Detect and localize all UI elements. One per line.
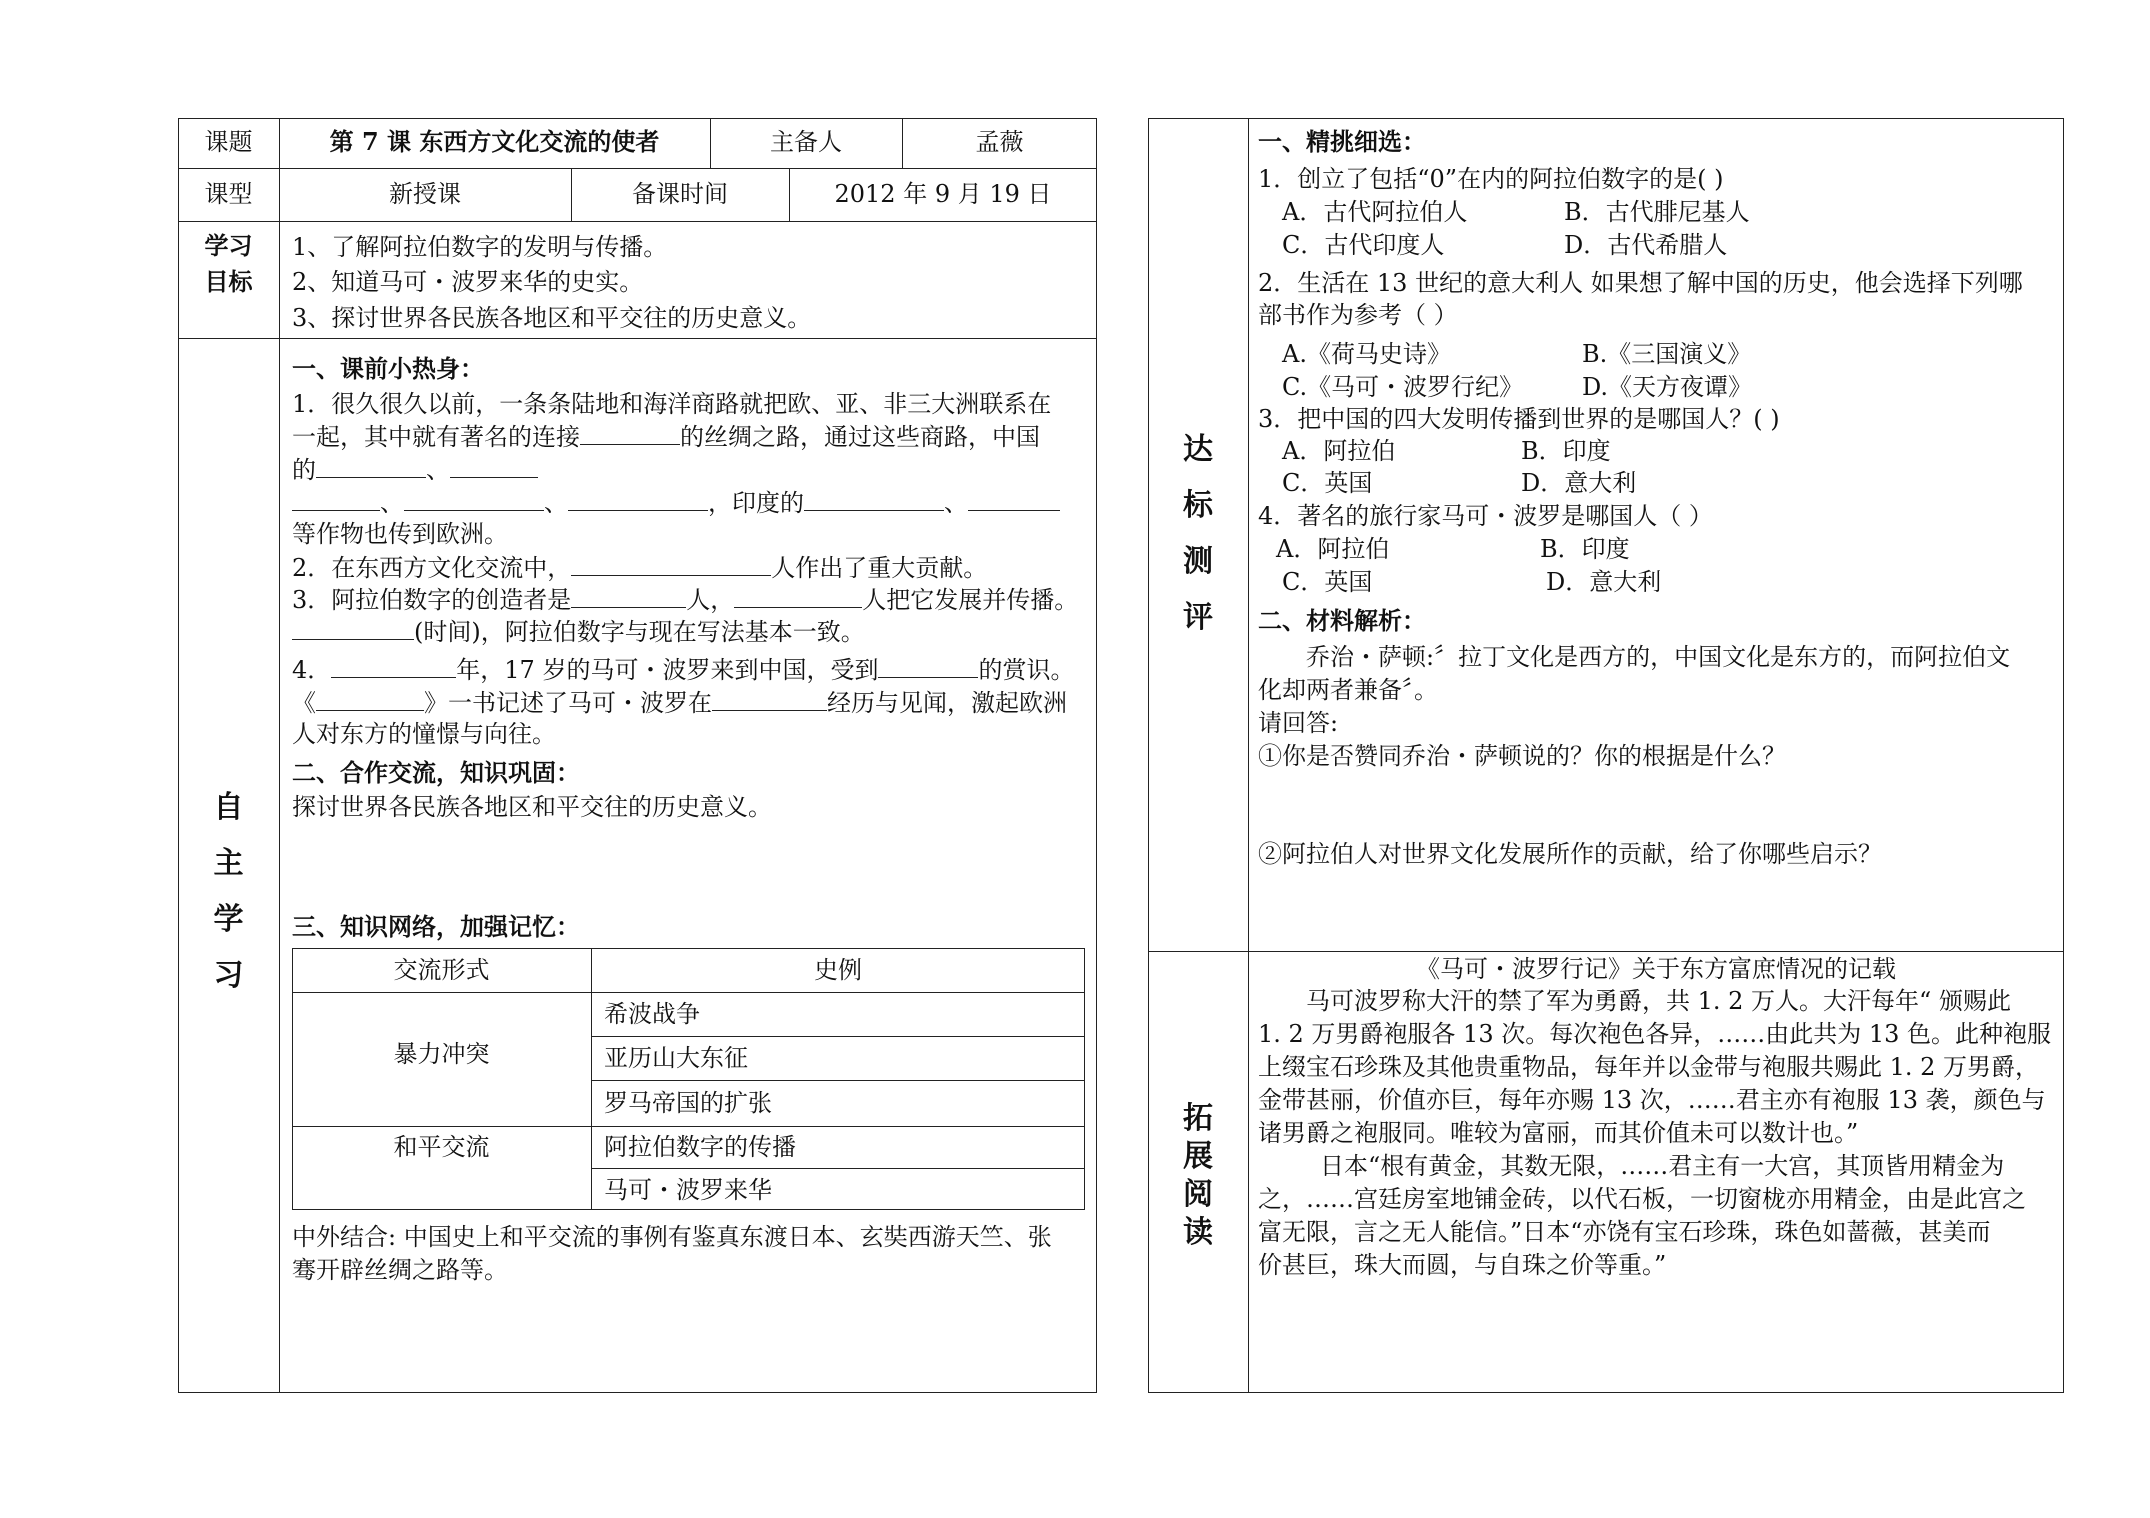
table-row-line (292, 1126, 1085, 1127)
text-fragment: 经历与见闻，激起欧洲 (827, 689, 1067, 717)
question: 4．著名的旅行家马可・波罗是哪国人（ ） (1258, 502, 1713, 530)
text-fragment: 《 (292, 689, 316, 717)
table-row-line (591, 1080, 1085, 1081)
analysis-question: ②阿拉伯人对世界文化发展所作的贡献，给了你哪些启示？ (1258, 840, 1882, 868)
blank-field[interactable] (734, 583, 862, 608)
table-col-line (591, 948, 592, 1210)
option: A．古代阿拉伯人 (1282, 198, 1468, 226)
text-fragment: 一起，其中就有著名的连接 (292, 423, 580, 451)
knowledge-table (292, 948, 1085, 1210)
lesson-title: 第 7 课 东西方文化交流的使者 (329, 127, 660, 156)
section1-line: 等作物也传到欧洲。 (292, 520, 508, 548)
table-cell: 罗马帝国的扩张 (604, 1089, 772, 1117)
reading-line: 价甚巨，珠大而圆，与自珠之价等重。” (1258, 1251, 1667, 1279)
blank-field[interactable] (316, 453, 426, 478)
material-line: 乔治・萨顿:〞拉丁文化是西方的，中国文化是东方的，而阿拉伯文 (1306, 643, 2011, 671)
blank-field[interactable] (331, 653, 456, 678)
topic-label: 课题 (204, 128, 253, 156)
table-header: 史例 (814, 956, 862, 984)
table-row-line (292, 992, 1085, 993)
option: C．英国 (1282, 568, 1373, 596)
section2-text: 探讨世界各民族各地区和平交往的历史意义。 (292, 793, 772, 821)
reading-label (1148, 1100, 1248, 1252)
blank-field[interactable] (580, 420, 680, 445)
option: D．意大利 (1521, 469, 1637, 497)
text-fragment: 3．阿拉伯数字的创造者是 (292, 586, 572, 614)
section1-line: 1．很久很久以前，一条条陆地和海洋商路就把欧、亚、非三大洲联系在 (292, 390, 1052, 418)
reading-line: 上缀宝石珍珠及其他贵重物品，每年并以金带与袍服共赐此 1. 2 万男爵， (1258, 1053, 2040, 1081)
prep-time: 2012 年 9 月 19 日 (834, 180, 1052, 208)
text-fragment: 的 (292, 456, 316, 484)
section1-line (292, 420, 1040, 453)
self-study-label (178, 780, 279, 1004)
section1-line (292, 686, 1067, 719)
text-fragment: 》一书记述了马可・波罗在 (424, 689, 712, 717)
blank-field[interactable] (712, 686, 827, 711)
section1-line: 人对东方的憧憬与向往。 (292, 720, 556, 748)
text-fragment: 人把它发展并传播。 (862, 586, 1079, 614)
blank-field[interactable] (968, 486, 1060, 511)
reading-line: 马可波罗称大汗的禁了军为勇爵，共 1. 2 万人。大汗每年“ 颁赐此 (1306, 987, 2011, 1015)
analysis-question: ①你是否赞同乔治・萨顿说的？你的根据是什么？ (1258, 742, 1786, 770)
reading-line: 富无限，言之无人能信。”日本“亦饶有宝石珍珠，珠色如蔷薇，甚美而 (1258, 1218, 1991, 1246)
right-label-column-line (1248, 118, 1249, 1393)
blank-field[interactable] (316, 686, 424, 711)
option: D．意大利 (1546, 568, 1662, 596)
option: C．英国 (1282, 469, 1373, 497)
option: C.《马可・波罗行纪》 (1282, 373, 1524, 401)
text-fragment: 2．在东西方文化交流中， (292, 554, 572, 582)
reading-char: 拓 (1183, 1101, 1213, 1136)
self-study-char: 主 (213, 846, 244, 881)
question: 部书作为参考（ ） (1258, 301, 1458, 329)
table-group-cell: 暴力冲突 (393, 1040, 490, 1068)
note-line: 中外结合: 中国史上和平交流的事例有鉴真东渡日本、玄奘西游天竺、张 (292, 1223, 1052, 1251)
option: B．古代腓尼基人 (1564, 198, 1750, 226)
table-group-cell: 和平交流 (393, 1133, 490, 1161)
option: D．古代希腊人 (1564, 231, 1728, 259)
table-row-line (591, 1168, 1085, 1169)
prep-time-label: 备课时间 (632, 180, 728, 208)
blank-field[interactable] (404, 486, 544, 511)
answer-prompt: 请回答: (1258, 709, 1339, 737)
reading-char: 读 (1183, 1215, 1213, 1250)
text-fragment: 、 (426, 456, 450, 484)
test-char: 达 (1183, 432, 1213, 467)
preparer-name: 孟薇 (975, 128, 1024, 156)
text-fragment: 的赏识。 (978, 656, 1075, 684)
reading-line: 诸男爵之袍服同。唯较为富丽，而其价值未可以数计也。” (1258, 1119, 1859, 1147)
question: 3．把中国的四大发明传播到世界的是哪国人？( ) (1258, 405, 1780, 433)
goals-label-1: 学习 (204, 231, 253, 260)
test-label (1148, 422, 1248, 646)
blank-field[interactable] (804, 486, 944, 511)
option: A.《荷马史诗》 (1282, 340, 1451, 368)
reading-line: 1. 2 万男爵袍服各 13 次。每次袍色各异，……由此共为 13 色。此种袍服 (1258, 1020, 2052, 1048)
text-fragment: 年，17 岁的马可・波罗来到中国，受到 (456, 656, 879, 684)
reading-char: 展 (1183, 1139, 1213, 1174)
section1-line (292, 551, 987, 584)
table-cell: 马可・波罗来华 (604, 1176, 772, 1204)
goal-item: 1、了解阿拉伯数字的发明与传播。 (292, 233, 668, 261)
reading-char: 阅 (1183, 1177, 1213, 1212)
row-line-1 (178, 168, 1097, 169)
reading-title: 《马可・波罗行记》关于东方富庶情况的记载 (1416, 955, 1896, 983)
section1-line (292, 653, 1074, 686)
option: B.《三国演义》 (1582, 340, 1752, 368)
goals-label-2: 目标 (204, 267, 253, 296)
goal-item: 2、知道马可・波罗来华的史实。 (292, 268, 644, 296)
blank-field[interactable] (571, 583, 686, 608)
note-line: 骞开辟丝绸之路等。 (292, 1256, 508, 1284)
self-study-char: 学 (213, 902, 244, 937)
self-study-char: 习 (213, 958, 244, 993)
blank-field[interactable] (292, 486, 380, 511)
option: B．印度 (1521, 437, 1611, 465)
question: 2．生活在 13 世纪的意大利人 如果想了解中国的历史，他会选择下列哪 (1258, 269, 2023, 297)
table-row-line (591, 1036, 1085, 1037)
section1-line (292, 453, 538, 486)
right-section-divider (1148, 951, 2064, 952)
row-line-2 (178, 221, 1097, 222)
goal-item: 3、探讨世界各民族各地区和平交往的历史意义。 (292, 304, 812, 332)
lesson-type: 新授课 (389, 180, 461, 208)
preparer-label: 主备人 (770, 128, 842, 156)
blank-field[interactable] (292, 615, 414, 640)
text-fragment: 4． (292, 656, 332, 684)
table-cell: 亚历山大东征 (604, 1044, 748, 1072)
text-fragment: 、 (944, 489, 968, 517)
test-char: 标 (1183, 488, 1213, 523)
self-study-char: 自 (213, 790, 244, 825)
row-line-3 (178, 338, 1097, 339)
material-line: 化却两者兼备〞。 (1258, 676, 1438, 704)
left-label-column-line (279, 118, 280, 1393)
table-cell: 希波战争 (604, 1000, 700, 1028)
option: C．古代印度人 (1282, 231, 1445, 259)
blank-field[interactable] (571, 551, 771, 576)
reading-line: 金带甚丽，价值亦巨，每年亦赐 13 次，……君主亦有袍服 13 袭，颜色与 (1258, 1086, 2046, 1114)
section1-title: 一、课前小热身： (292, 354, 484, 383)
option: A．阿拉伯 (1282, 437, 1396, 465)
type-label: 课型 (204, 180, 253, 208)
test-char: 测 (1183, 544, 1213, 579)
section2-title: 二、合作交流，知识巩固： (292, 758, 580, 787)
text-fragment: 的丝绸之路，通过这些商路，中国 (680, 423, 1040, 451)
reading-line: 日本“根有黄金，其数无限，……君主有一大宫，其顶皆用精金为 (1320, 1152, 2005, 1180)
test-char: 评 (1183, 600, 1213, 635)
text-fragment: 、 (544, 489, 568, 517)
question: 1．创立了包括“0”在内的阿拉伯数字的是( ) (1258, 165, 1724, 193)
option: B．印度 (1540, 535, 1630, 563)
text-fragment: 人， (686, 586, 735, 614)
option: D.《天方夜谭》 (1582, 373, 1753, 401)
section3-title: 三、知识网络，加强记忆： (292, 912, 580, 941)
blank-field[interactable] (878, 653, 978, 678)
option: A．阿拉伯 (1276, 535, 1390, 563)
text-fragment: ，印度的 (708, 489, 804, 517)
section1-line (292, 486, 1060, 519)
blank-field[interactable] (568, 486, 708, 511)
mc-title: 一、精挑细选： (1258, 127, 1426, 156)
text-fragment: 、 (380, 489, 404, 517)
blank-field[interactable] (450, 453, 538, 478)
table-header: 交流形式 (393, 956, 490, 984)
text-fragment: 人作出了重大贡献。 (771, 554, 988, 582)
section1-line (292, 615, 865, 648)
table-cell: 阿拉伯数字的传播 (604, 1133, 796, 1161)
reading-line: 之，……宫廷房室地铺金砖，以代石板，一切窗栊亦用精金，由是此宫之 (1258, 1185, 2026, 1213)
analysis-title: 二、材料解析： (1258, 606, 1426, 635)
text-fragment: (时间)，阿拉伯数字与现在写法基本一致。 (414, 618, 865, 646)
section1-line (292, 583, 1078, 616)
